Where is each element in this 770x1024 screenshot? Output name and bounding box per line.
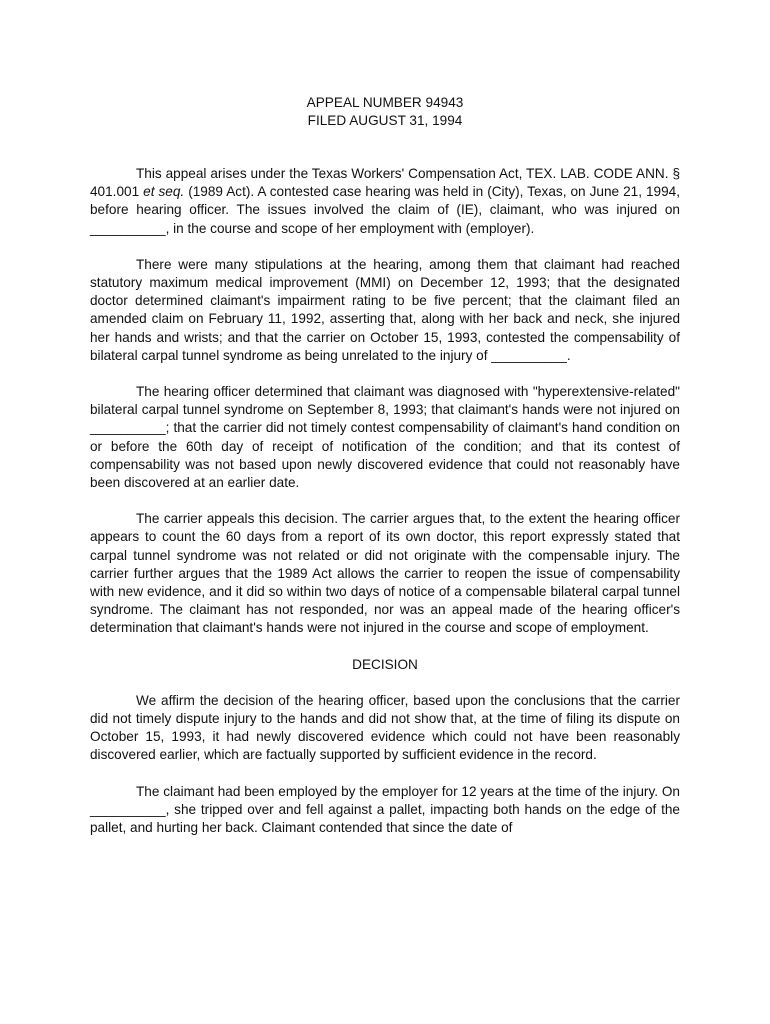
paragraph-stipulations: There were many stipulations at the hearing, among them that claimant had reached statutory maximum medical improvement (MMI) on December 12, 1993; that the designated doctor determined claimant's impairment rating to be five percent; that the claimant filed an amended claim on February 11, 1992, asserting that, along with her back and neck, she injured her hands and wrists; and that the carrier on October 15, 1993, contested the compensability of bilateral carpal tunnel syndrome as being unrelated to the injury of __________.: [90, 256, 680, 363]
paragraph-intro: [90, 165, 680, 238]
paragraph-hearing-officer-determination: The hearing officer determined that claimant was diagnosed with "hyperextensive-related" bilateral carpal tunnel syndrome on September 8, 1993; that claimant's hands were not injured on __________; that the carrier did not timely contest compensability of claimant's hand condition on or before the 60th day of receipt of notification of the condition; and that its contest of compensability was not based upon newly discovered evidence that could not reasonably have been discovered at an earlier date.: [90, 384, 680, 491]
document-header: [0, 94, 770, 130]
paragraph-intro-italic: et seq.: [143, 184, 185, 200]
paragraph-carrier-appeal: The carrier appeals this decision. The carrier argues that, to the extent the hearing officer appears to count the 60 days from a report of its own doctor, this report expressly stated that carpal tunnel syndrome was not related or did not originate with the compensable injury. The carrier further argues that the 1989 Act allows the carrier to reopen the issue of compensability with new evidence, and it did so within two days of notice of a compensable bilateral carpal tunnel syndrome. The claimant has not responded, nor was an appeal made of the hearing officer's determination that claimant's hands were not injured in the course and scope of employment.: [90, 511, 680, 636]
paragraph-intro-text-b: (1989 Act). A contested case hearing was held in (City), Texas, on June 21, 1994, before hearing officer. The issues involved the claim of (IE), claimant, who was injured on __________, in the course and scope of her employment with (employer).: [90, 184, 680, 236]
appeal-number: APPEAL NUMBER 94943: [306, 95, 464, 110]
filed-date: FILED AUGUST 31, 1994: [307, 113, 463, 128]
document-body: [90, 165, 680, 855]
paragraph-claimant-background: The claimant had been employed by the employer for 12 years at the time of the injury. On __________, she tripped over and fell against a pallet, impacting both hands on the edge of the pallet, and hurting her back. Claimant contended that since the date of: [90, 783, 680, 836]
paragraph-decision: We affirm the decision of the hearing officer, based upon the conclusions that the carrier did not timely dispute injury to the hands and did not show that, at the time of filing its dispute on October 15, 1993, it had newly discovered evidence which could not have been reasonably discovered earlier, which are factually supported by sufficient evidence in the record.: [90, 692, 680, 763]
decision-heading: DECISION: [352, 656, 418, 672]
paragraph-intro-text-a: This appeal arises under the Texas Workers' Compensation Act, TEX. LAB. CODE ANN. § 401.001: [90, 166, 680, 200]
